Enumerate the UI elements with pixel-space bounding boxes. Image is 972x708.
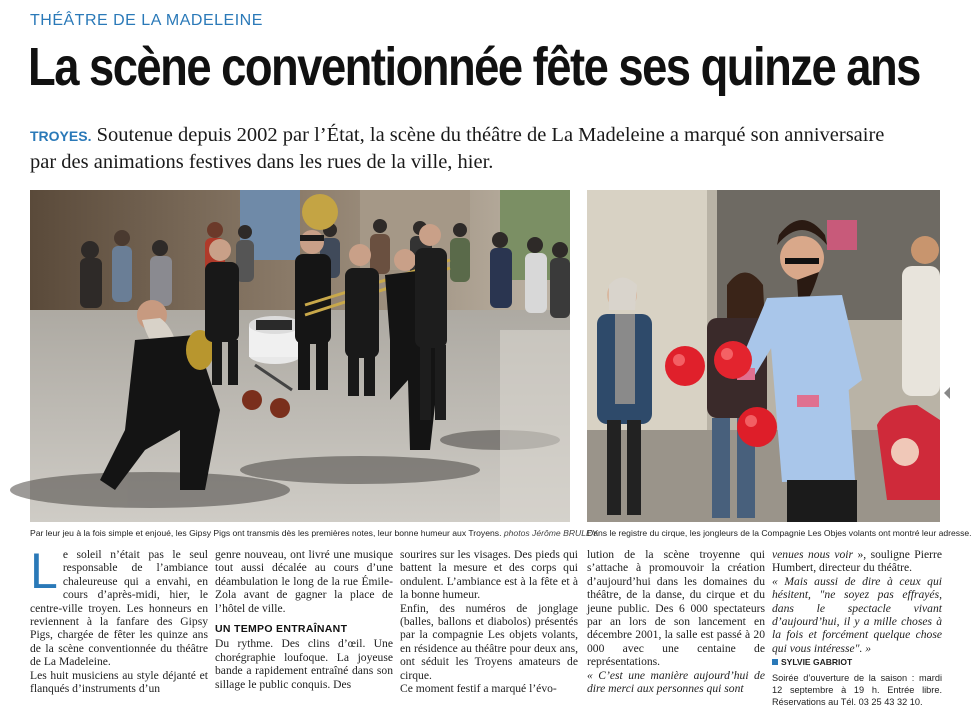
body-column-2 [215, 548, 393, 691]
photo-credit: photos Jérôme BRULEY [501, 528, 598, 538]
headline: La scène conventionnée fête ses quinze ans [28, 37, 920, 97]
body-column-1 [30, 543, 208, 696]
quote-attribution: », souligne Pierre Humbert, directeur du théâtre. [772, 548, 942, 575]
square-bullet-icon [772, 659, 778, 665]
dropcap: L [30, 543, 58, 599]
kicker: THÉÂTRE DE LA MADELEINE [30, 12, 263, 29]
chapeau-text: Soutenue depuis 2002 par l’État, la scène du théâtre de La Madeleine a marqué son anniversaire par des animations festives dans les rues de la ville, hier. [30, 124, 885, 173]
author-name: SYLVIE GABRIOT [781, 657, 853, 668]
quote: « Mais aussi de dire à ceux qui hésitent, "ne soyez pas effrayés, dans le spectacle vivant d’aujourd’hui, il y a mille choses à la fois et forcément quelque chose qui vous intéresse". » [772, 574, 942, 655]
author-signature [772, 656, 942, 669]
quote: « C’est une manière aujourd’hui de dire merci aux personnes qui sont [587, 668, 765, 696]
body-column-4 [587, 548, 765, 695]
photo-left-caption [30, 528, 598, 539]
paragraph: lution de la scène troyenne qui s’attache à promouvoir la création d’aujourd’hui dans les domaines du théâtre, de la danse, du cirque et du jeune public. Des 6 000 spectateurs par an lors de son lancement en décembre 2001, la salle est passé à 20 000 avec une centaine de représentations. [587, 548, 765, 669]
practical-info: Soirée d’ouverture de la saison : mardi 12 septembre à 19 h. Entrée libre. Réservations au Tél. 03 25 43 32 10. [772, 672, 942, 707]
photo-right-caption: Dans le registre du cirque, les jongleurs de la Compagnie Les Objes volants ont montré leur adresse. [587, 528, 972, 538]
paragraph: Les huit musiciens au style déjanté et flanqués d’instruments d’un [30, 668, 208, 696]
chapeau-city: TROYES. [30, 128, 92, 144]
paragraph: Du rythme. Des clins d’œil. Une chorégraphie loufoque. La joyeuse bande a rapidement entraîné dans son sillage le public conquis. Des [215, 637, 393, 691]
paragraph: genre nouveau, ont livré une musique tout aussi décalée au cours d’une déambulation le long de la rue Émile-Zola avant de gagner la place de l’hôtel de ville. [215, 548, 393, 615]
quote [772, 548, 942, 575]
paragraph: e soleil n’était pas le seul responsable de l’ambiance chaleureuse qui a envahi, en cours d’après-midi, hier, le centre-ville troyen. Les honneurs en reviennent à la fanfare des Gipsy Pigs, chargée de fêter les quinze ans de la scène conventionnée du théâtre de La Madeleine. [30, 548, 208, 669]
photo-juggler [587, 190, 940, 522]
body-column-3 [400, 548, 578, 695]
chapeau [30, 122, 910, 175]
chevron-left-icon[interactable] [944, 387, 950, 399]
body-column-5 [772, 548, 942, 708]
intertitle: UN TEMPO ENTRAÎNANT [215, 623, 348, 636]
paragraph: sourires sur les visages. Des pieds qui battent la mesure et des corps qui ondulent. L’ambiance est à la fête et à la bonne humeur. [400, 548, 578, 602]
paragraph: Ce moment festif a marqué l’évo- [400, 682, 557, 696]
quote-italic: venues nous voir [772, 548, 853, 561]
caption-text: Par leur jeu à la fois simple et enjoué, les Gipsy Pigs ont transmis dès les premières notes, leur bonne humeur aux Troyens. [30, 528, 502, 538]
paragraph: Enfin, des numéros de jonglage (balles, ballons et diabolos) présentés par la compagnie Les objets volants, en résidence au théâtre pour deux ans, ont séduit les Troyens amateurs de cirque. [400, 601, 578, 682]
photo-brass-band [30, 190, 570, 522]
